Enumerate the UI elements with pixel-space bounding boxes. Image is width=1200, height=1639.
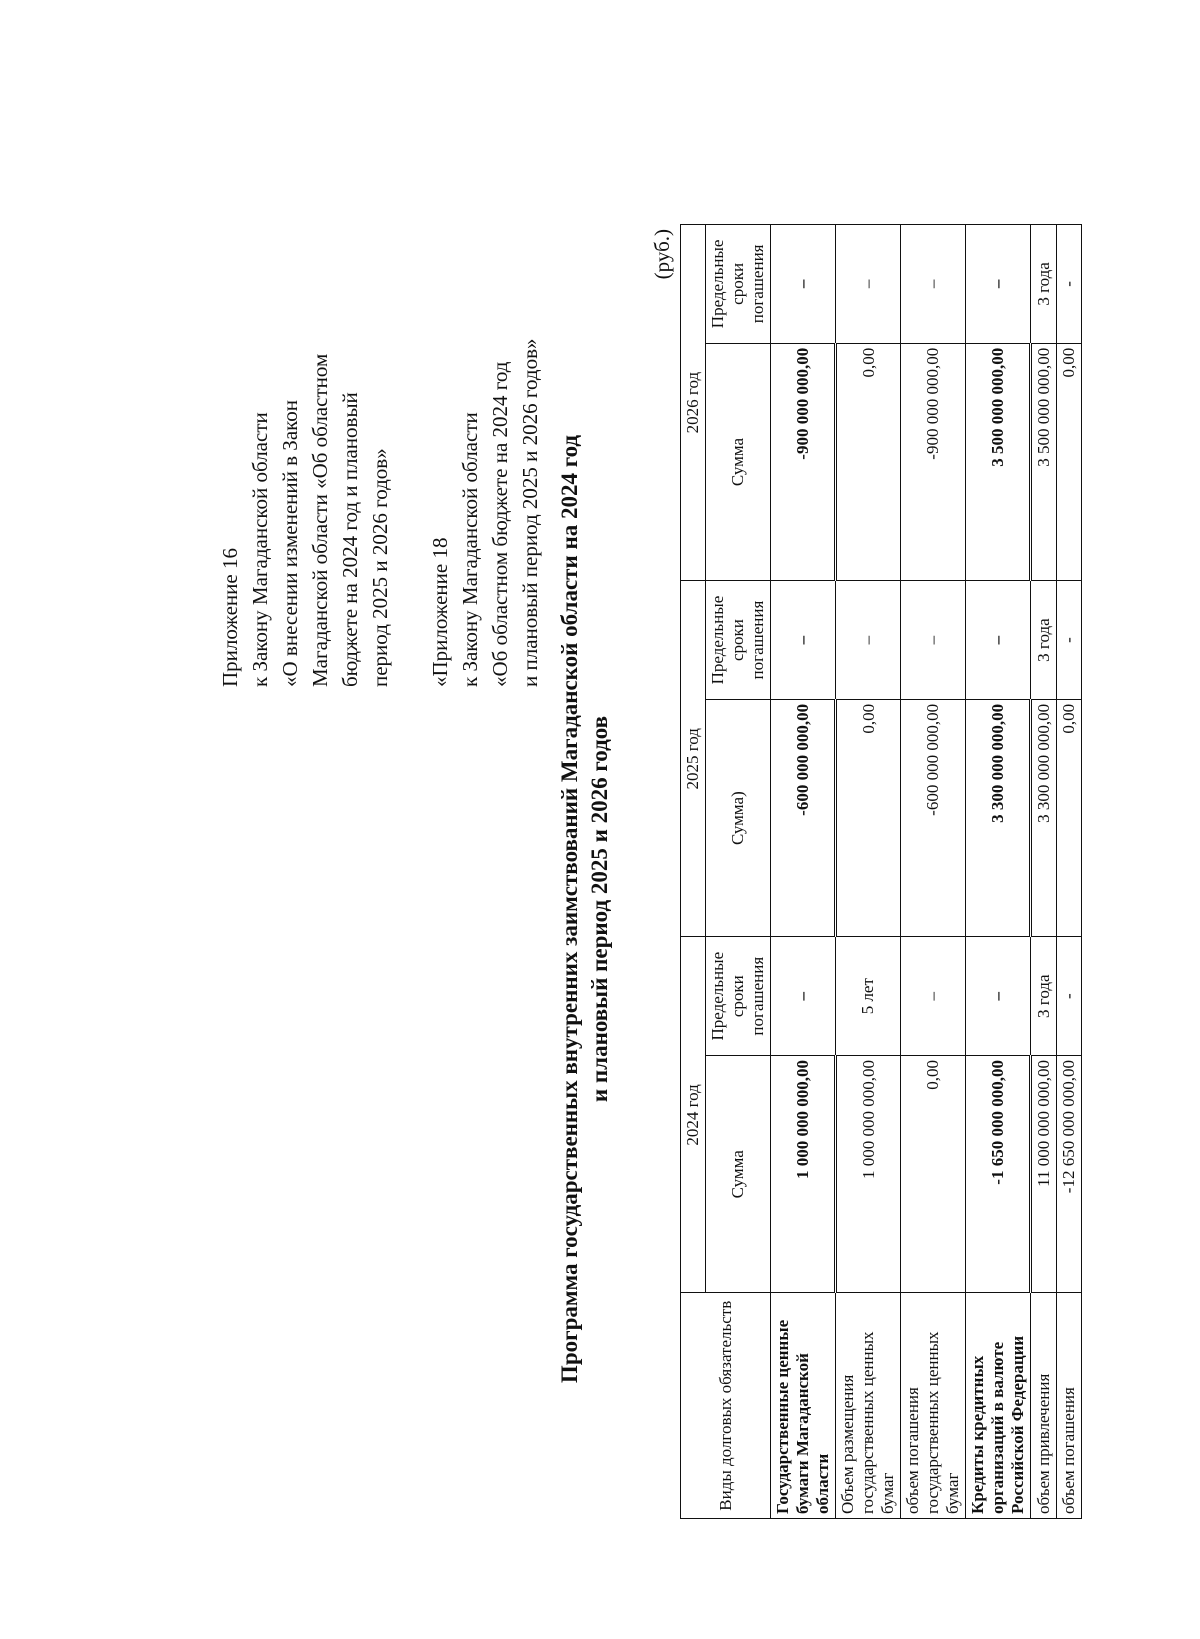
sum-2025: 0,00 <box>1057 699 1082 936</box>
borrowing-table <box>680 224 1082 1519</box>
sum-2025: 3 300 000 000,00 <box>1031 699 1057 936</box>
header-term-2024: Предельные сроки погашения <box>706 937 771 1056</box>
sum-2024: 1 000 000 000,00 <box>836 1056 901 1293</box>
term-2026: - <box>1057 225 1082 344</box>
term-2025: – <box>771 581 836 700</box>
header-sum-2024: Сумма <box>706 1056 771 1293</box>
term-2024: – <box>966 937 1031 1056</box>
row-name: объем погашения государственных ценных бумаг <box>901 1293 966 1519</box>
term-2025: – <box>901 581 966 700</box>
table-row <box>966 225 1031 1519</box>
term-2024: – <box>771 937 836 1056</box>
term-2024: 3 года <box>1031 937 1057 1056</box>
sum-2024: -1 650 000 000,00 <box>966 1056 1031 1293</box>
currency-unit: (руб.) <box>650 229 674 280</box>
header-year-2026: 2026 год <box>681 225 706 581</box>
header-term-2026: Предельные сроки погашения <box>706 225 771 344</box>
row-name: объем погашения <box>1057 1293 1082 1519</box>
row-name: объем привлечения <box>1031 1293 1057 1519</box>
annex-line: период 2025 и 2026 годов» <box>368 448 392 687</box>
term-2026: – <box>901 225 966 344</box>
annex-line: к Закону Магаданской области <box>248 412 272 687</box>
title-line-1: Программа государственных внутренних заимствований Магаданской области на 2024 год <box>557 434 582 1384</box>
annex-line: бюджете на 2024 год и плановый <box>338 392 362 687</box>
sum-2024: 1 000 000 000,00 <box>771 1056 836 1293</box>
sum-2025: -600 000 000,00 <box>901 699 966 936</box>
sum-2024: 0,00 <box>901 1056 966 1293</box>
table-row <box>1031 225 1057 1519</box>
table-row <box>771 225 836 1519</box>
term-2026: – <box>966 225 1031 344</box>
table-row <box>1057 225 1082 1519</box>
annex-line: «Приложение 18 <box>428 537 452 687</box>
header-year-2025: 2025 год <box>681 581 706 937</box>
annex-line: «Об областном бюджете на 2024 год <box>488 361 512 687</box>
table-row <box>836 225 901 1519</box>
header-term-2025: Предельные сроки погашения <box>706 581 771 700</box>
term-2026: 3 года <box>1031 225 1057 344</box>
table-row <box>901 225 966 1519</box>
row-name: Кредиты кредитных организаций в валюте Российской Федерации <box>966 1293 1031 1519</box>
term-2025: 3 года <box>1031 581 1057 700</box>
annex-line: Магаданской области «Об областном <box>308 353 332 687</box>
sum-2024: 11 000 000 000,00 <box>1031 1056 1057 1293</box>
sum-2024: -12 650 000 000,00 <box>1057 1056 1082 1293</box>
annex-18-header <box>425 217 545 687</box>
sum-2026: -900 000 000,00 <box>901 343 966 580</box>
sum-2026: 3 500 000 000,00 <box>966 343 1031 580</box>
term-2024: 5 лет <box>836 937 901 1056</box>
annex-line: к Закону Магаданской области <box>458 412 482 687</box>
row-name: Государственные ценные бумаги Магаданской области <box>771 1293 836 1519</box>
annex-16-header <box>215 217 395 687</box>
header-sum-2025: Сумма) <box>706 699 771 936</box>
title-line-2: и плановый период 2025 и 2026 годов <box>587 715 612 1103</box>
sum-2025: 3 300 000 000,00 <box>966 699 1031 936</box>
sum-2026: 3 500 000 000,00 <box>1031 343 1057 580</box>
term-2025: – <box>836 581 901 700</box>
term-2024: – <box>901 937 966 1056</box>
term-2026: – <box>836 225 901 344</box>
term-2025: - <box>1057 581 1082 700</box>
row-name: Объем размещения государственных ценных бумаг <box>836 1293 901 1519</box>
header-sum-2026: Сумма <box>706 343 771 580</box>
sum-2026: 0,00 <box>1057 343 1082 580</box>
annex-line: Приложение 16 <box>218 548 242 687</box>
term-2025: – <box>966 581 1031 700</box>
sum-2026: -900 000 000,00 <box>771 343 836 580</box>
header-year-2024: 2024 год <box>681 937 706 1293</box>
sum-2025: 0,00 <box>836 699 901 936</box>
annex-line: и плановый период 2025 и 2026 годов» <box>518 338 542 687</box>
sum-2026: 0,00 <box>836 343 901 580</box>
header-debt-types: Виды долговых обязательств <box>681 1293 771 1519</box>
term-2024: - <box>1057 937 1082 1056</box>
term-2026: – <box>771 225 836 344</box>
document-title <box>555 279 615 1539</box>
annex-line: «О внесении изменений в Закон <box>278 399 302 687</box>
sum-2025: -600 000 000,00 <box>771 699 836 936</box>
